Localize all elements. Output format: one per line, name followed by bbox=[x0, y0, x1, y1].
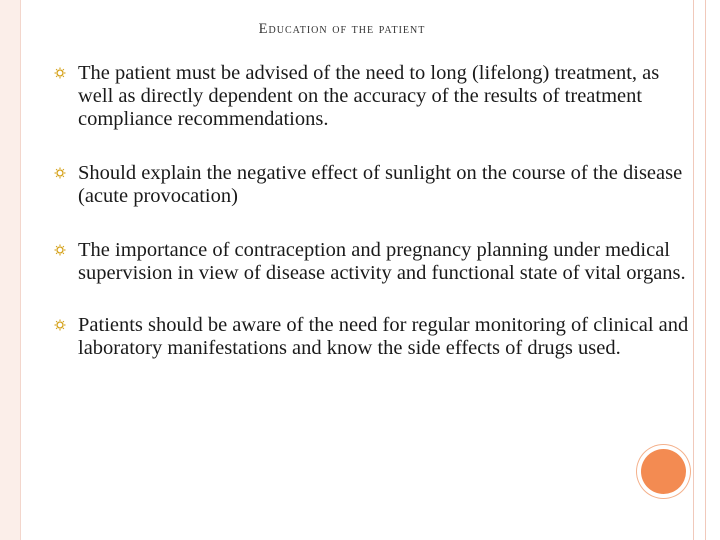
bullet-item bbox=[54, 62, 694, 131]
slide-title: Education of the patient bbox=[258, 21, 426, 37]
sun-bullet-icon bbox=[54, 319, 66, 331]
sun-bullet-icon bbox=[54, 67, 66, 79]
right-decor-line bbox=[705, 0, 706, 540]
bullet-text: Should explain the negative effect of sunlight on the course of the disease (acute provocation) bbox=[78, 162, 683, 207]
bullet-item bbox=[54, 239, 694, 285]
bullet-text: The importance of contraception and pregnancy planning under medical supervision in view of disease activity and functional state of vital organs. bbox=[78, 239, 686, 284]
bullet-text: Patients should be aware of the need for regular monitoring of clinical and laboratory manifestations and know the side effects of drugs used. bbox=[78, 314, 689, 359]
left-decor-band bbox=[0, 0, 21, 540]
bullet-item bbox=[54, 314, 694, 360]
bullet-item bbox=[54, 162, 694, 208]
sun-bullet-icon bbox=[54, 244, 66, 256]
accent-circle-decor bbox=[641, 449, 686, 494]
bullet-list bbox=[54, 62, 694, 391]
bullet-text: The patient must be advised of the need to long (lifelong) treatment, as well as directly dependent on the accuracy of the results of treatment compliance recommendations. bbox=[78, 62, 660, 130]
sun-bullet-icon bbox=[54, 167, 66, 179]
